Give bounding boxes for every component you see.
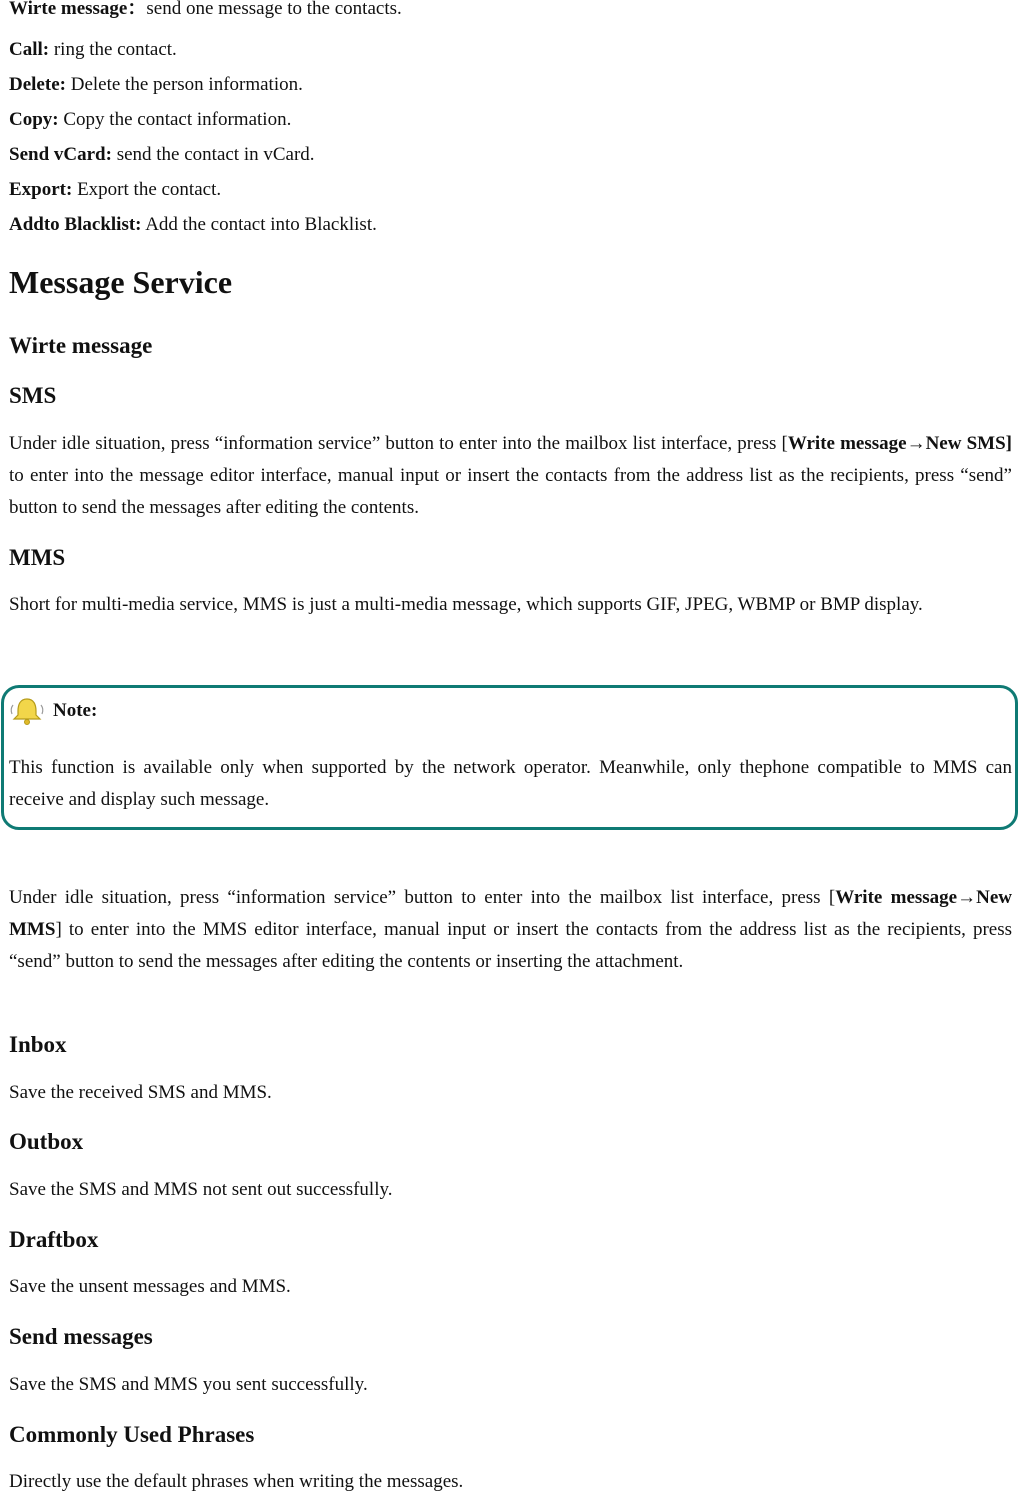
mms-heading: MMS [9,545,66,570]
write-message-heading: Wirte message [9,333,153,358]
section-title: Message Service [9,264,233,300]
definition-desc: Add the contact into Blacklist. [141,214,377,235]
definition-desc: send the contact in vCard. [111,144,315,165]
phrases-heading: Commonly Used Phrases [9,1422,255,1447]
mms-usage-paragraph: Under idle situation, press “information service” button to enter into the mailbox list interface, press [Write message→New MMS] to enter into the MMS editor interface, manual input or insert the contacts from the address list as the recipients, press “send” button to send the messages after editing the contents or inserting the attachment. [9,887,1012,972]
note-label: Note: [53,700,98,721]
sms-paragraph: Under idle situation, press “information service” button to enter into the mailbox list interface, press [Write message→New SMS] to enter into the message editor interface, manual input or insert the contacts from the address list as the recipients, press “send” button to send the messages after editing the contents. [9,433,1012,518]
draftbox-text: Save the unsent messages and MMS. [9,1276,291,1297]
bell-icon [9,696,45,726]
definition-term: Delete: [9,74,66,95]
definition-desc: Delete the person information. [65,74,303,95]
definition-term: Wirte message： [9,0,147,19]
outbox-heading: Outbox [9,1129,84,1154]
definition-term: Addto Blacklist: [9,214,142,235]
definition-term: Call: [9,39,50,60]
sms-heading: SMS [9,383,57,408]
definition-desc: Copy the contact information. [58,109,292,130]
definition-term: Send vCard: [9,144,112,165]
definition-item [9,0,1012,32]
definition-list [9,0,1012,242]
definition-item [9,67,1012,102]
definition-item [9,32,1012,67]
send-messages-text: Save the SMS and MMS you sent successfully. [9,1374,368,1395]
definition-item [9,207,1012,242]
definition-term: Export: [9,179,73,200]
outbox-text: Save the SMS and MMS not sent out successfully. [9,1179,393,1200]
definition-item [9,137,1012,172]
definition-desc: ring the contact. [49,39,177,60]
definition-item [9,102,1012,137]
mms-intro-paragraph: Short for multi-media service, MMS is just a multi-media message, which supports GIF, JPEG, WBMP or BMP display. [9,594,923,615]
send-messages-heading: Send messages [9,1324,153,1349]
definition-term: Copy: [9,109,59,130]
definition-item [9,172,1012,207]
inbox-heading: Inbox [9,1032,67,1057]
phrases-text: Directly use the default phrases when writing the messages. [9,1471,464,1492]
inbox-text: Save the received SMS and MMS. [9,1082,272,1103]
definition-desc: send one message to the contacts. [146,0,402,19]
definition-desc: Export the contact. [72,179,222,200]
note-header [9,694,97,728]
note-text: This function is available only when supported by the network operator. Meanwhile, only thephone compatible to MMS can receive and display such message. [9,757,1012,810]
draftbox-heading: Draftbox [9,1227,99,1252]
